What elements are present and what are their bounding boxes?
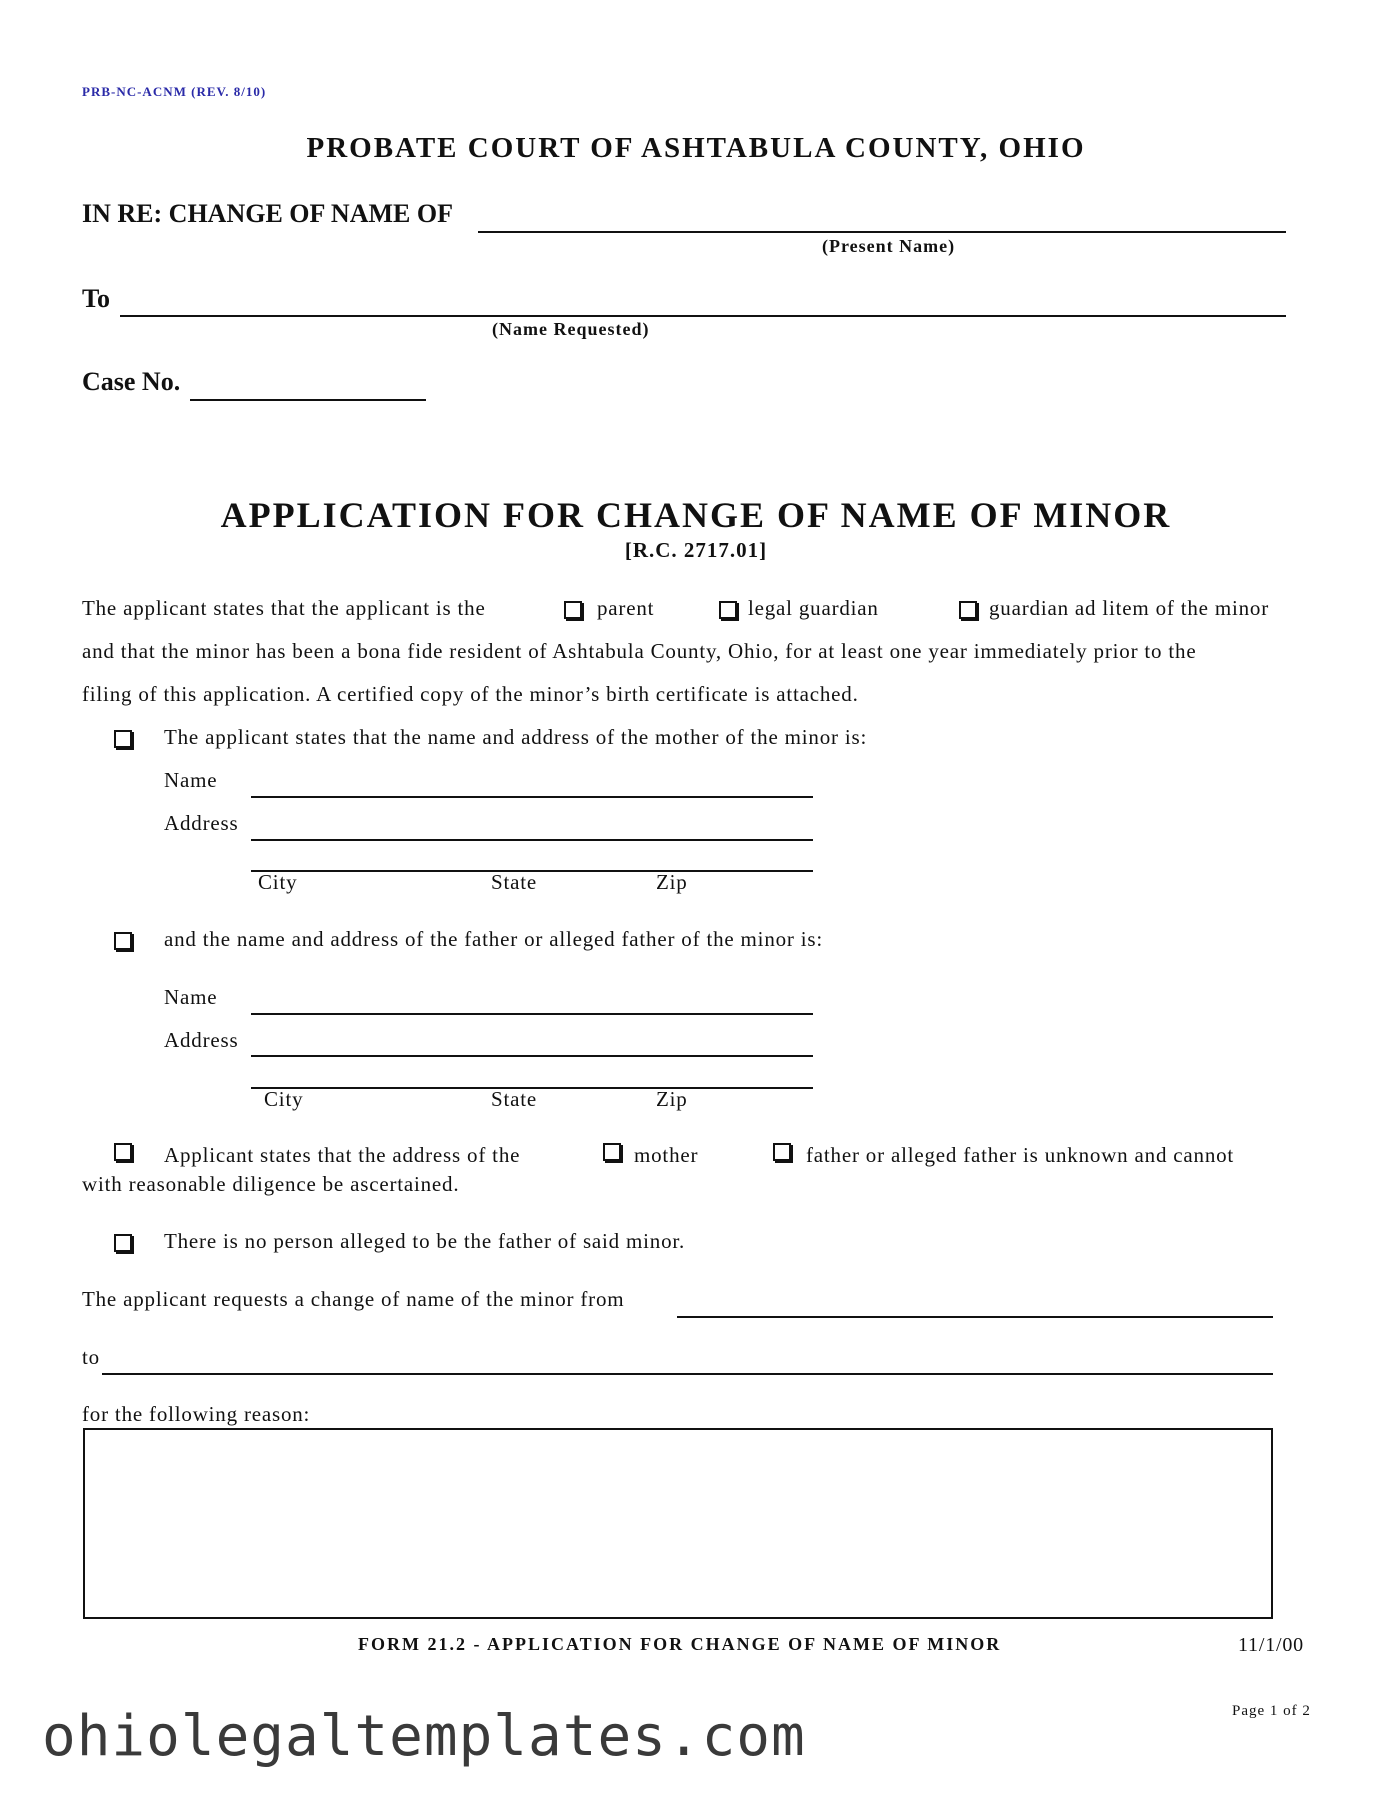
father-state-label: State [491,1087,537,1111]
father-address-label: Address [164,1028,239,1052]
unknown-address-checkbox[interactable] [114,1143,132,1161]
case-no-field[interactable] [190,399,426,401]
to-label: To [82,284,110,313]
case-no-label: Case No. [82,367,181,396]
present-name-field[interactable] [478,231,1286,233]
mother-state-label: State [491,870,537,894]
reason-textbox[interactable] [83,1428,1273,1619]
father-name-field[interactable] [251,1013,813,1015]
applicant-role-lead: The applicant states that the applicant is the [82,596,486,620]
footer-date: 11/1/00 [1238,1634,1304,1656]
mother-city-label: City [258,870,298,894]
guardian-ad-litem-checkbox[interactable] [959,601,977,619]
request-from-label: The applicant requests a change of name of the minor from [82,1287,625,1311]
mother-address-field[interactable] [251,839,813,841]
father-name-label: Name [164,985,218,1009]
watermark-text: ohiolegaltemplates.com [42,1704,806,1769]
father-info-checkbox[interactable] [114,932,132,950]
legal-guardian-checkbox[interactable] [719,601,737,619]
unknown-address-lead: Applicant states that the address of the [164,1143,521,1167]
form-id: PRB-NC-ACNM (REV. 8/10) [82,84,267,99]
father-address-field[interactable] [251,1055,813,1057]
parent-checkbox[interactable] [564,601,582,619]
unknown-father-label: father or alleged father is unknown and cannot [806,1143,1235,1167]
reason-label: for the following reason: [82,1402,311,1426]
mother-name-label: Name [164,768,218,792]
in-re-label: IN RE: CHANGE OF NAME OF [82,199,453,228]
residency-line-2: filing of this application. A certified copy of the minor’s birth certificate is attached. [82,682,859,706]
mother-info-checkbox[interactable] [114,730,132,748]
father-zip-label: Zip [656,1087,688,1111]
court-title: PROBATE COURT OF ASHTABULA COUNTY, OHIO [306,132,1086,164]
unknown-father-checkbox[interactable] [773,1143,791,1161]
request-to-field[interactable] [102,1373,1273,1375]
page-number: Page 1 of 2 [1232,1703,1311,1719]
mother-name-field[interactable] [251,796,813,798]
name-requested-field[interactable] [120,315,1286,317]
no-father-checkbox[interactable] [114,1234,132,1252]
unknown-mother-label: mother [634,1143,699,1167]
name-requested-caption: (Name Requested) [492,319,650,339]
parent-option-label: parent [597,596,655,620]
request-from-field[interactable] [677,1316,1273,1318]
unknown-address-continuation: with reasonable diligence be ascertained. [82,1172,460,1196]
no-father-statement: There is no person alleged to be the father of said minor. [164,1229,686,1253]
legal-guardian-option-label: legal guardian [748,596,879,620]
statute-citation: [R.C. 2717.01] [624,538,768,562]
mother-zip-label: Zip [656,870,688,894]
request-to-label: to [82,1345,100,1369]
present-name-caption: (Present Name) [822,236,956,256]
guardian-ad-litem-option-label: guardian ad litem of the minor [989,596,1270,620]
father-city-label: City [264,1087,304,1111]
mother-address-label: Address [164,811,239,835]
mother-statement: The applicant states that the name and address of the mother of the minor is: [164,725,868,749]
unknown-mother-checkbox[interactable] [603,1143,621,1161]
residency-line-1: and that the minor has been a bona fide resident of Ashtabula County, Ohio, for at least one year immediately prior to the [82,639,1197,663]
footer-form-title: FORM 21.2 - APPLICATION FOR CHANGE OF NAME OF MINOR [358,1634,1002,1654]
father-statement: and the name and address of the father or alleged father of the minor is: [164,927,824,951]
document-title: APPLICATION FOR CHANGE OF NAME OF MINOR [220,495,1172,535]
